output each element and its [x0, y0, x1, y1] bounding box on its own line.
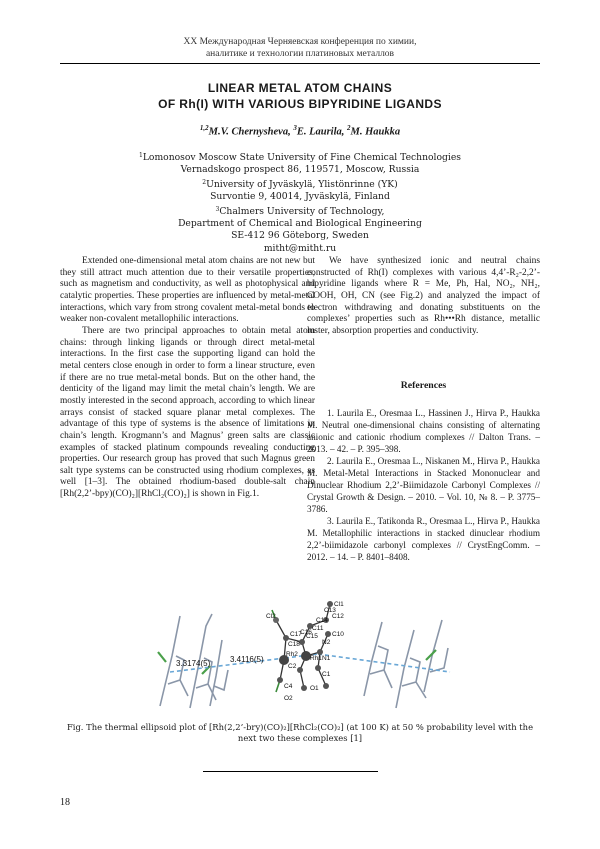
atom-label: Rh1	[310, 655, 322, 662]
atom-label: C1	[322, 671, 331, 678]
paragraph-approaches: There are two principal approaches to obtain metal atom chains: through linking ligands or through direct metal-metal interactions. In the first case the supporting ligand can hold the metal centers close enough in order to form a linear structure, even if there are no true metal-metal bonds. But on the other hand, the denticity of the ligand may limit the metal chain’s length. We are mostly interested in the second approach, according to which linear arrays consist of stacked square planar metal complexes. The advantage of this type of systems is the absence of limitations in chain’s length. Krogmann’s and Magnus’ green salts are classic examples of stacked platinum compounds revealing conducting properties. Our research group has proved that such Magnus green salt type systems can be constructed using rhodium complexes, as well [1–3]. The obtained rhodium-based double-salt chain [Rh(2,2’-bpy)(CO)₂][RhCl₂(CO)₂] is shown in Fig.1.	[60, 325, 315, 500]
left-column	[60, 256, 315, 501]
atom-label: C18	[288, 641, 300, 648]
affiliations	[0, 150, 600, 255]
title-line2: OF Rh(I) WITH VARIOUS BIPYRIDINE LIGANDS	[158, 97, 442, 111]
reference-item: 2. Laurila E., Oresmaa L., Niskanen M., Hirva P., Haukka M. Metal-Metal Interactions in Stacked Mononuclear and Dinuclear Rhodium 2,2’-Biimidazole Carbonyl Complexes // Crystal Growth & Design. – 2010. – Vol. 10, № 8. – P. 3775–3786.	[307, 456, 540, 514]
atom-label: C14	[316, 617, 328, 624]
thermal-ellipsoid-plot	[150, 596, 460, 714]
running-head	[0, 36, 600, 60]
references-heading: References	[400, 380, 447, 391]
crystal-structure-figure	[150, 596, 460, 714]
author-list	[0, 124, 600, 138]
atom-label: O1	[310, 685, 319, 692]
affiliation-3-dept: Department of Chemical and Biological Engineering	[178, 218, 422, 230]
atom-label: C11	[312, 625, 324, 632]
author2-affil-mark: 3	[293, 124, 297, 132]
right-neighbour-complexes	[364, 620, 448, 708]
running-head-line2: аналитике и технологии платиновых металлов	[205, 49, 395, 59]
references-list	[307, 407, 540, 563]
page-number: 18	[60, 797, 70, 808]
complex-formula: [Rh(2,2’-bpy)(CO)₂][RhCl₂(CO)₂]	[60, 489, 190, 500]
figure-caption: Fig. The thermal ellipsoid plot of [Rh(2,2’-bry)(CO)₂][RhCl₂(CO)₂] (at 100 K) at 50 % probability level with the next two these complexes [1]	[66, 722, 534, 743]
affiliation-3-name: $^3$Chalmers University of Technology,	[215, 205, 385, 217]
atom-label: C16	[300, 629, 312, 636]
atom-label: C2	[288, 663, 297, 670]
reference-item: 3. Laurila E., Tatikonda R., Oresmaa L., Hirva P., Haukka M. Metallophilic interactions in stacked dinuclear rhodium 2,2’-biimidazole carbonyl complexes // CrystEngComm. – 2012. – 14. – P. 8401–8408.	[307, 516, 540, 562]
reference-item: 1. Laurila E., Oresmaa L., Hassinen J., Hirva P., Haukka M. Neutral one-dimensional chains consisting of alternating anionic and cationic rhodium complexes // Dalton Trans. – 2013. – 42. – P. 395–398.	[307, 408, 540, 454]
atom-label: C17	[290, 631, 302, 638]
affiliation-2-address: Survontie 9, 40014, Jyväskylä, Finland	[210, 191, 390, 203]
affiliation-2-name: $^2$University of Jyväskylä, Ylistönrinne (YK)	[202, 178, 398, 190]
affiliation-3-address: SE-412 96 Göteborg, Sweden	[231, 230, 369, 242]
contact-email[interactable]: mitht@mitht.ru	[263, 242, 337, 254]
running-head-line1: XX Международная Черняевская конференция по химии,	[183, 37, 417, 47]
atom-label: C4	[284, 683, 293, 690]
author3: M. Haukka	[350, 126, 401, 138]
atom-label: C15	[306, 633, 318, 640]
title-line1: LINEAR METAL ATOM CHAINS	[207, 81, 393, 95]
atom-label: N1	[322, 655, 331, 662]
atom-label: C13	[324, 607, 336, 614]
author2: E. Laurila,	[296, 126, 348, 138]
atom-label: C12	[332, 613, 344, 620]
atom-label: C10	[332, 631, 344, 638]
atom-label: Cl1	[334, 601, 344, 608]
affiliation-1-name: $^1$Lomonosov Moscow State University of Fine Chemical Technologies	[139, 152, 461, 163]
right-column	[307, 256, 540, 338]
atom-label: Rh2	[286, 651, 298, 658]
affiliation-1-address: Vernadskogo prospect 86, 119571, Moscow, Russia	[180, 164, 420, 176]
atom-label: Cl2	[266, 613, 276, 620]
rh-rh-distance-2: 3.4116(5)	[230, 655, 264, 664]
author3-affil-mark: 2	[347, 124, 351, 132]
atom-label: O2	[284, 695, 293, 702]
author1: M.V. Chernysheva,	[208, 126, 294, 138]
atom-label: N2	[322, 639, 331, 646]
author1-affil-mark: 1,2	[199, 124, 209, 132]
paragraph-intro: Extended one-dimensional metal atom chains are not new but they still attract much attention due to their versatile properties, such as magnetism and conductivity, as well as photophysical and catalytic properties. These properties are influenced by metal-metal interactions, which vary from strong covalent metal-metal bonds to weaker non-covalent metallophilic interactions.	[60, 256, 315, 325]
footnote-rule	[203, 771, 378, 772]
rh-rh-distance-1: 3.3174(5)	[176, 659, 211, 668]
paper-title	[0, 80, 600, 112]
paragraph-synthesis: We have synthesized ionic and neutral chains constructed of Rh(I) complexes with various 4,4’-R₂-2,2’-bipyridine ligands where R = Me, Ph, Hal, NO₂, NH₂, COOH, OH, CN (see Fig.2) and analyzed the impact of electron withdrawing and donating substituents on the complexes’ properties such as Rh•••Rh distance, metallic luster, absorption properties and conductivity.	[307, 256, 540, 336]
header-rule	[60, 63, 540, 64]
